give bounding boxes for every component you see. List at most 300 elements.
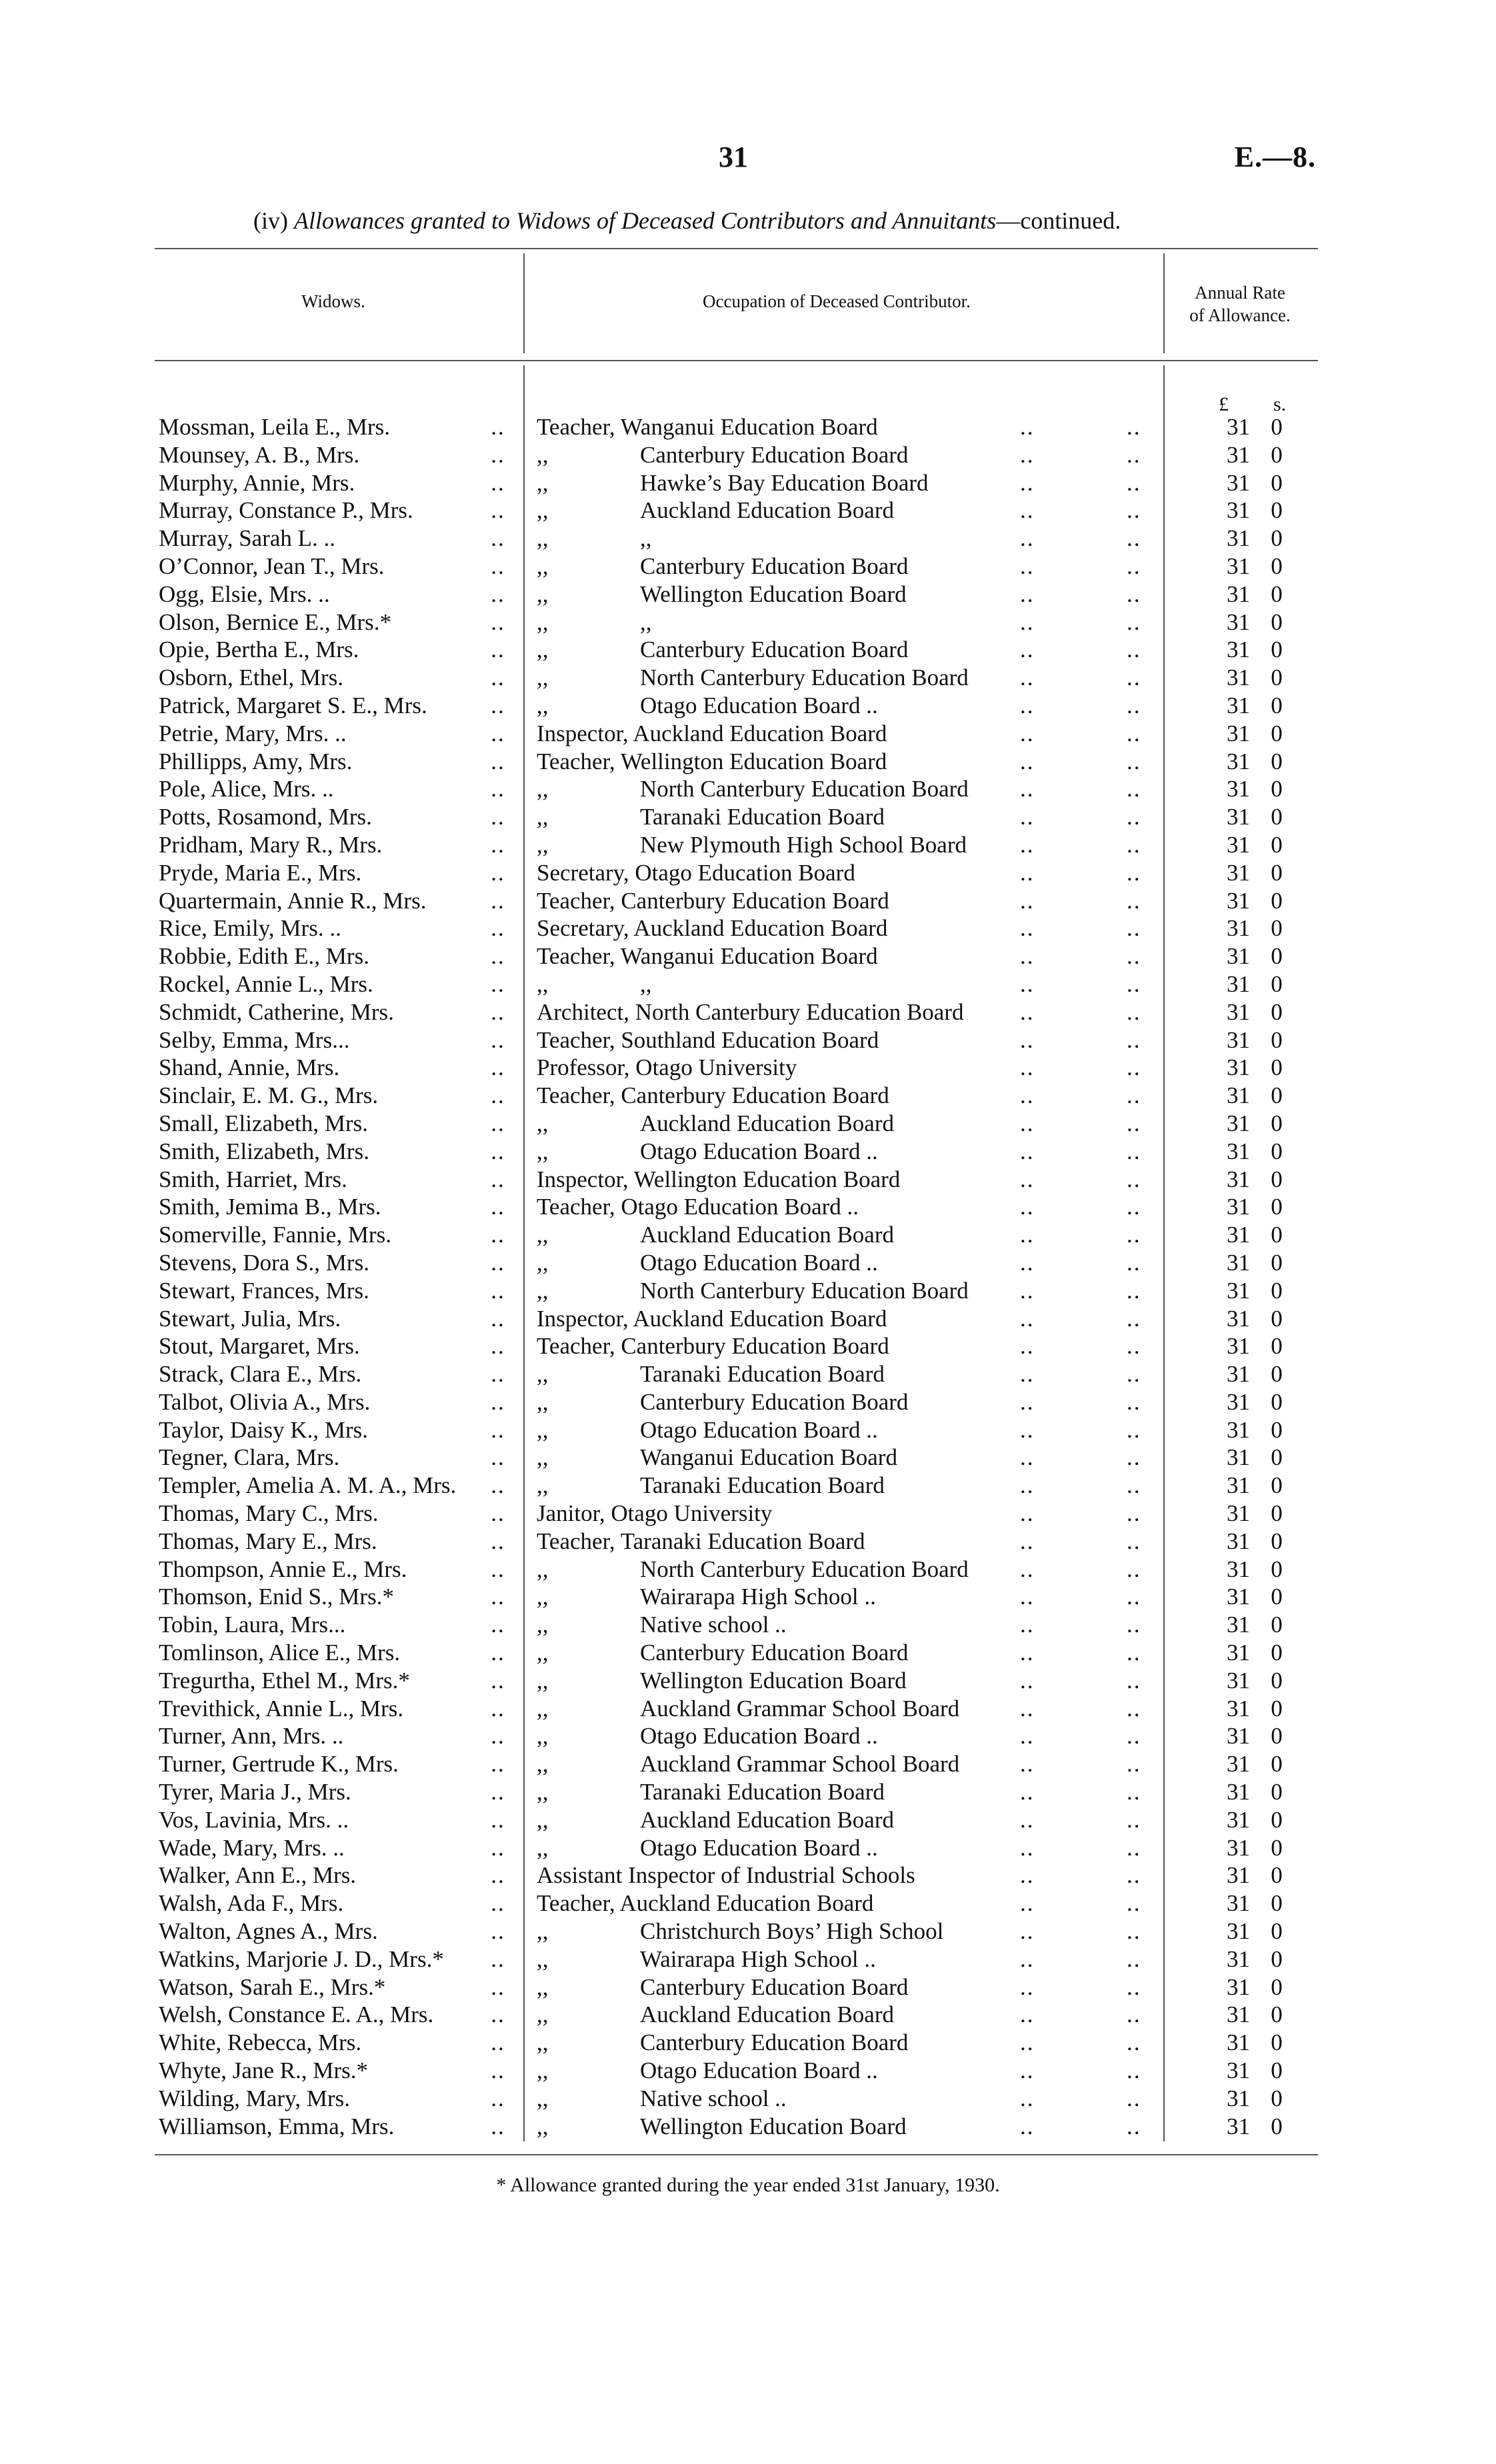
occupation: ,,: [537, 831, 549, 858]
allowance-pounds: 31: [1227, 2057, 1250, 2084]
table-row: [0, 1695, 1496, 1723]
allowance-shillings: 0: [1271, 1695, 1283, 1722]
leader-dots: ..: [1020, 1695, 1035, 1722]
leader-dots: ..: [1127, 1918, 1141, 1945]
occupation: ,,: [537, 970, 549, 997]
leader-dots: ..: [1127, 636, 1141, 663]
allowance-shillings: 0: [1271, 970, 1283, 997]
widow-name: Williamson, Emma, Mrs.: [159, 2113, 395, 2139]
widow-name: Turner, Gertrude K., Mrs.: [159, 1751, 399, 1778]
leader-dots: ..: [1020, 1138, 1035, 1164]
widow-name: Osborn, Ethel, Mrs.: [159, 664, 344, 691]
allowance-pounds: 31: [1227, 469, 1250, 496]
leader-dots: ..: [1020, 859, 1035, 886]
leader-dots: ..: [1020, 581, 1035, 607]
leader-dots: ..: [1127, 497, 1141, 524]
column-header-widows: Widows.: [301, 291, 365, 311]
board-name: Canterbury Education Board: [640, 636, 909, 663]
allowance-pounds: 31: [1227, 1082, 1250, 1109]
leader-dots: ..: [491, 943, 505, 970]
leader-dots: ..: [1020, 1890, 1035, 1917]
leader-dots: ..: [491, 1640, 505, 1666]
allowance-pounds: 31: [1227, 1333, 1250, 1360]
allowance-pounds: 31: [1227, 2113, 1250, 2139]
table-row: [0, 1110, 1496, 1138]
leader-dots: ..: [491, 1026, 505, 1053]
leader-dots: ..: [1127, 1612, 1141, 1638]
occupation: ,,: [537, 1388, 549, 1415]
leader-dots: ..: [491, 804, 505, 830]
allowance-pounds: 31: [1227, 887, 1250, 914]
leader-dots: ..: [1127, 1194, 1141, 1220]
leader-dots: ..: [1020, 1361, 1035, 1388]
column-header-occupation: Occupation of Deceased Contributor.: [703, 291, 971, 311]
occupation: Inspector, Auckland Education Board: [537, 1305, 887, 1332]
allowance-pounds: 31: [1227, 1890, 1250, 1917]
leader-dots: ..: [491, 1277, 505, 1304]
allowance-shillings: 0: [1271, 998, 1283, 1025]
board-name: North Canterbury Education Board: [640, 664, 969, 691]
allowance-pounds: 31: [1227, 1388, 1250, 1415]
leader-dots: ..: [1127, 609, 1141, 635]
widow-name: Phillipps, Amy, Mrs.: [159, 748, 353, 774]
occupation: ,,: [537, 469, 549, 496]
allowance-shillings: 0: [1271, 804, 1283, 830]
occupation: ,,: [537, 1918, 549, 1945]
widow-name: White, Rebecca, Mrs.: [159, 2029, 362, 2056]
leader-dots: ..: [1020, 720, 1035, 746]
allowance-shillings: 0: [1271, 2001, 1283, 2028]
leader-dots: ..: [491, 1138, 505, 1164]
table-row: [0, 1861, 1496, 1889]
table-row: [0, 441, 1496, 469]
occupation: Inspector, Auckland Education Board: [537, 720, 887, 746]
section-prefix: (iv): [253, 207, 288, 234]
allowance-pounds: 31: [1227, 1918, 1250, 1945]
widow-name: Somerville, Fannie, Mrs.: [159, 1222, 391, 1248]
table-row: [0, 1444, 1496, 1472]
board-name: Canterbury Education Board: [640, 553, 909, 579]
leader-dots: ..: [491, 970, 505, 997]
table-bottom-rule: [155, 2154, 1318, 2155]
column-divider-1: [523, 253, 525, 353]
widow-name: Welsh, Constance E. A., Mrs.: [159, 2001, 434, 2028]
leader-dots: ..: [1127, 1416, 1141, 1443]
occupation: Teacher, Auckland Education Board: [537, 1890, 874, 1917]
widow-name: Walker, Ann E., Mrs.: [159, 1862, 357, 1889]
occupation: Teacher, Otago Education Board ..: [537, 1194, 859, 1220]
leader-dots: ..: [1127, 1222, 1141, 1248]
allowance-pounds: 31: [1227, 915, 1250, 942]
occupation: ,,: [537, 497, 549, 524]
occupation: Teacher, Wanganui Education Board: [537, 943, 878, 970]
allowance-shillings: 0: [1271, 915, 1283, 942]
leader-dots: ..: [491, 1528, 505, 1554]
leader-dots: ..: [1127, 2057, 1141, 2084]
leader-dots: ..: [1020, 525, 1035, 552]
allowance-pounds: 31: [1227, 664, 1250, 691]
table-row: [0, 1277, 1496, 1305]
leader-dots: ..: [491, 1082, 505, 1109]
allowance-shillings: 0: [1271, 943, 1283, 970]
leader-dots: ..: [491, 1444, 505, 1471]
allowance-pounds: 31: [1227, 609, 1250, 635]
board-name: Canterbury Education Board: [640, 1973, 909, 2000]
occupation: Secretary, Otago Education Board: [537, 859, 855, 886]
allowance-shillings: 0: [1271, 1973, 1283, 2000]
leader-dots: ..: [491, 1222, 505, 1248]
table-row: [0, 1639, 1496, 1667]
table-row: [0, 998, 1496, 1026]
leader-dots: ..: [1020, 1333, 1035, 1360]
leader-dots: ..: [1020, 887, 1035, 914]
allowance-shillings: 0: [1271, 2057, 1283, 2084]
allowance-shillings: 0: [1271, 1556, 1283, 1582]
leader-dots: ..: [491, 1333, 505, 1360]
leader-dots: ..: [1020, 1723, 1035, 1750]
allowance-pounds: 31: [1227, 1779, 1250, 1806]
occupation: ,,: [537, 1556, 549, 1582]
leader-dots: ..: [1020, 1054, 1035, 1081]
allowance-shillings: 0: [1271, 1779, 1283, 1806]
allowance-shillings: 0: [1271, 1277, 1283, 1304]
leader-dots: ..: [1127, 581, 1141, 607]
board-name: Wanganui Education Board: [640, 1444, 897, 1471]
leader-dots: ..: [491, 776, 505, 802]
leader-dots: ..: [1127, 1138, 1141, 1164]
widow-name: Thompson, Annie E., Mrs.: [159, 1556, 407, 1582]
leader-dots: ..: [491, 1500, 505, 1527]
allowance-shillings: 0: [1271, 1222, 1283, 1248]
leader-dots: ..: [1127, 1110, 1141, 1136]
allowance-shillings: 0: [1271, 1361, 1283, 1388]
widow-name: Tyrer, Maria J., Mrs.: [159, 1779, 351, 1806]
allowance-shillings: 0: [1271, 2029, 1283, 2056]
leader-dots: ..: [1127, 1472, 1141, 1499]
page-number: 31: [719, 141, 748, 173]
occupation: ,,: [537, 1779, 549, 1806]
leader-dots: ..: [1020, 1918, 1035, 1945]
allowance-shillings: 0: [1271, 1500, 1283, 1527]
table-row: [0, 636, 1496, 664]
leader-dots: ..: [491, 2085, 505, 2111]
leader-dots: ..: [1020, 2001, 1035, 2028]
allowance-pounds: 31: [1227, 441, 1250, 468]
allowance-pounds: 31: [1227, 2085, 1250, 2111]
board-name: Auckland Grammar School Board: [640, 1695, 960, 1722]
board-name: Wairarapa High School ..: [640, 1584, 876, 1610]
occupation: ,,: [537, 664, 549, 691]
section-suffix: —continued.: [996, 207, 1121, 234]
allowance-shillings: 0: [1271, 1667, 1283, 1694]
leader-dots: ..: [1127, 414, 1141, 440]
occupation: ,,: [537, 2057, 549, 2084]
table-row: [0, 1082, 1496, 1110]
leader-dots: ..: [1127, 1723, 1141, 1750]
leader-dots: ..: [1127, 1556, 1141, 1582]
leader-dots: ..: [491, 1472, 505, 1499]
table-row: [0, 1221, 1496, 1249]
occupation: Teacher, Taranaki Education Board: [537, 1528, 865, 1554]
table-row: [0, 942, 1496, 970]
board-name: Otago Education Board ..: [640, 1834, 878, 1861]
leader-dots: ..: [1020, 1388, 1035, 1415]
leader-dots: ..: [491, 553, 505, 579]
leader-dots: ..: [491, 1862, 505, 1889]
leader-dots: ..: [1127, 1667, 1141, 1694]
allowance-shillings: 0: [1271, 1444, 1283, 1471]
occupation: ,,: [537, 1723, 549, 1750]
leader-dots: ..: [1020, 1556, 1035, 1582]
leader-dots: ..: [1127, 1249, 1141, 1276]
table-row: [0, 1193, 1496, 1221]
leader-dots: ..: [1020, 2029, 1035, 2056]
table-row: [0, 497, 1496, 525]
allowance-pounds: 31: [1227, 1695, 1250, 1722]
occupation: ,,: [537, 804, 549, 830]
board-name: Otago Education Board ..: [640, 1249, 878, 1276]
board-name: Taranaki Education Board: [640, 1779, 885, 1806]
allowance-shillings: 0: [1271, 1333, 1283, 1360]
leader-dots: ..: [1127, 1361, 1141, 1388]
leader-dots: ..: [491, 859, 505, 886]
leader-dots: ..: [1127, 748, 1141, 774]
widow-name: Sinclair, E. M. G., Mrs.: [159, 1082, 379, 1109]
allowance-pounds: 31: [1227, 776, 1250, 802]
table-row: [0, 525, 1496, 553]
widow-name: Shand, Annie, Mrs.: [159, 1054, 340, 1081]
widow-name: Quartermain, Annie R., Mrs.: [159, 887, 427, 914]
leader-dots: ..: [1020, 1110, 1035, 1136]
widow-name: Stewart, Julia, Mrs.: [159, 1305, 341, 1332]
leader-dots: ..: [491, 998, 505, 1025]
leader-dots: ..: [491, 915, 505, 942]
board-name: Otago Education Board ..: [640, 1416, 878, 1443]
leader-dots: ..: [1020, 1249, 1035, 1276]
leader-dots: ..: [491, 1194, 505, 1220]
table-row: [0, 720, 1496, 748]
leader-dots: ..: [491, 1806, 505, 1833]
table-row: [0, 2057, 1496, 2085]
occupation: ,,: [537, 1584, 549, 1610]
widow-name: Smith, Elizabeth, Mrs.: [159, 1138, 369, 1164]
allowance-shillings: 0: [1271, 1110, 1283, 1136]
widow-name: Taylor, Daisy K., Mrs.: [159, 1416, 369, 1443]
allowance-pounds: 31: [1227, 1834, 1250, 1861]
widow-name: Strack, Clara E., Mrs.: [159, 1361, 362, 1388]
leader-dots: ..: [491, 497, 505, 524]
board-name: Christchurch Boys’ High School: [640, 1918, 944, 1945]
allowance-pounds: 31: [1227, 1166, 1250, 1192]
widow-name: Walton, Agnes A., Mrs.: [159, 1918, 378, 1945]
allowance-shillings: 0: [1271, 414, 1283, 440]
widow-name: Mossman, Leila E., Mrs.: [159, 414, 391, 440]
leader-dots: ..: [491, 1890, 505, 1917]
table-row: [0, 1416, 1496, 1444]
leader-dots: ..: [491, 1973, 505, 2000]
board-name: Otago Education Board ..: [640, 1138, 878, 1164]
leader-dots: ..: [491, 1695, 505, 1722]
widow-name: Tomlinson, Alice E., Mrs.: [159, 1640, 401, 1666]
widow-name: Watkins, Marjorie J. D., Mrs.*: [159, 1945, 444, 1972]
allowance-pounds: 31: [1227, 1612, 1250, 1638]
leader-dots: ..: [491, 1584, 505, 1610]
leader-dots: ..: [1127, 1834, 1141, 1861]
leader-dots: ..: [491, 1779, 505, 1806]
allowance-pounds: 31: [1227, 998, 1250, 1025]
leader-dots: ..: [1127, 553, 1141, 579]
board-name: Taranaki Education Board: [640, 1472, 885, 1499]
allowance-pounds: 31: [1227, 581, 1250, 607]
leader-dots: ..: [1127, 2113, 1141, 2139]
allowance-pounds: 31: [1227, 1500, 1250, 1527]
leader-dots: ..: [1127, 859, 1141, 886]
table-row: [0, 664, 1496, 692]
leader-dots: ..: [491, 1110, 505, 1136]
widow-name: Stevens, Dora S., Mrs.: [159, 1249, 369, 1276]
leader-dots: ..: [491, 1612, 505, 1638]
header-bottom-rule: [155, 360, 1318, 361]
allowance-shillings: 0: [1271, 1918, 1283, 1945]
occupation: ,,: [537, 1667, 549, 1694]
widow-name: Stout, Margaret, Mrs.: [159, 1333, 360, 1360]
widow-name: Smith, Jemima B., Mrs.: [159, 1194, 381, 1220]
allowance-shillings: 0: [1271, 1890, 1283, 1917]
allowance-shillings: 0: [1271, 1388, 1283, 1415]
allowance-shillings: 0: [1271, 1751, 1283, 1778]
leader-dots: ..: [1127, 1054, 1141, 1081]
widow-name: Murphy, Annie, Mrs.: [159, 469, 355, 496]
allowance-pounds: 31: [1227, 1973, 1250, 2000]
occupation: ,,: [537, 2001, 549, 2028]
occupation: ,,: [537, 1277, 549, 1304]
widow-name: Rice, Emily, Mrs. ..: [159, 915, 341, 942]
table-row: [0, 1973, 1496, 2001]
widow-name: Thomas, Mary C., Mrs.: [159, 1500, 379, 1527]
allowance-pounds: 31: [1227, 831, 1250, 858]
board-name: Wellington Education Board: [640, 2113, 907, 2139]
table-row: [0, 2001, 1496, 2029]
allowance-pounds: 31: [1227, 1110, 1250, 1136]
leader-dots: ..: [1020, 2057, 1035, 2084]
widow-name: Thomson, Enid S., Mrs.*: [159, 1584, 394, 1610]
widow-name: Turner, Ann, Mrs. ..: [159, 1723, 344, 1750]
leader-dots: ..: [491, 1166, 505, 1192]
leader-dots: ..: [1020, 1472, 1035, 1499]
allowance-shillings: 0: [1271, 469, 1283, 496]
table-row: [0, 1750, 1496, 1778]
leader-dots: ..: [1020, 1806, 1035, 1833]
leader-dots: ..: [1127, 1751, 1141, 1778]
table-row: [0, 748, 1496, 776]
section-heading: [253, 207, 1121, 235]
board-name: Taranaki Education Board: [640, 804, 885, 830]
rate-header-line1: Annual Rate: [1195, 283, 1285, 303]
leader-dots: ..: [491, 720, 505, 746]
leader-dots: ..: [1020, 831, 1035, 858]
table-row: [0, 1332, 1496, 1360]
board-name: Otago Education Board ..: [640, 2057, 878, 2084]
allowance-pounds: 31: [1227, 1723, 1250, 1750]
table-row: [0, 1945, 1496, 1973]
allowance-shillings: 0: [1271, 2113, 1283, 2139]
widow-name: Stewart, Frances, Mrs.: [159, 1277, 369, 1304]
occupation: ,,: [537, 525, 549, 552]
leader-dots: ..: [1020, 497, 1035, 524]
allowance-shillings: 0: [1271, 1249, 1283, 1276]
allowance-shillings: 0: [1271, 664, 1283, 691]
leader-dots: ..: [491, 887, 505, 914]
leader-dots: ..: [1127, 1945, 1141, 1972]
leader-dots: ..: [1020, 414, 1035, 440]
leader-dots: ..: [1127, 776, 1141, 802]
leader-dots: ..: [491, 441, 505, 468]
leader-dots: ..: [1127, 1026, 1141, 1053]
board-name: Auckland Education Board: [640, 1806, 895, 1833]
allowance-shillings: 0: [1271, 831, 1283, 858]
table-row: [0, 1583, 1496, 1611]
board-name: North Canterbury Education Board: [640, 776, 969, 802]
table-row: [0, 1722, 1496, 1750]
board-name: ,,: [640, 525, 652, 552]
leader-dots: ..: [1020, 1277, 1035, 1304]
leader-dots: ..: [1127, 664, 1141, 691]
rate-header-line2: of Allowance.: [1189, 305, 1291, 325]
occupation: ,,: [537, 1806, 549, 1833]
leader-dots: ..: [1127, 1779, 1141, 1806]
leader-dots: ..: [491, 664, 505, 691]
allowance-pounds: 31: [1227, 1416, 1250, 1443]
leader-dots: ..: [1127, 1862, 1141, 1889]
leader-dots: ..: [1020, 1416, 1035, 1443]
occupation: ,,: [537, 1416, 549, 1443]
leader-dots: ..: [1127, 2001, 1141, 2028]
leader-dots: ..: [1127, 441, 1141, 468]
widow-name: Walsh, Ada F., Mrs.: [159, 1890, 344, 1917]
table-top-rule: [155, 248, 1318, 249]
leader-dots: ..: [1020, 776, 1035, 802]
shilling-unit-label: s.: [1273, 393, 1287, 415]
leader-dots: ..: [1020, 1026, 1035, 1053]
leader-dots: ..: [491, 692, 505, 718]
occupation: Teacher, Canterbury Education Board: [537, 1082, 889, 1109]
leader-dots: ..: [1127, 1166, 1141, 1192]
table-row: [0, 803, 1496, 831]
allowance-pounds: 31: [1227, 1194, 1250, 1220]
allowance-shillings: 0: [1271, 497, 1283, 524]
allowance-shillings: 0: [1271, 720, 1283, 746]
leader-dots: ..: [491, 1918, 505, 1945]
occupation: Janitor, Otago University: [537, 1500, 773, 1527]
leader-dots: ..: [491, 1556, 505, 1582]
allowance-shillings: 0: [1271, 525, 1283, 552]
table-row: [0, 1889, 1496, 1917]
table-row: [0, 1360, 1496, 1388]
occupation: Teacher, Southland Education Board: [537, 1026, 879, 1053]
table-row: [0, 1778, 1496, 1806]
allowance-shillings: 0: [1271, 1138, 1283, 1164]
leader-dots: ..: [491, 2113, 505, 2139]
leader-dots: ..: [1127, 804, 1141, 830]
leader-dots: ..: [1127, 1695, 1141, 1722]
allowance-shillings: 0: [1271, 1416, 1283, 1443]
widow-name: Tobin, Laura, Mrs...: [159, 1612, 346, 1638]
leader-dots: ..: [1127, 1333, 1141, 1360]
leader-dots: ..: [1127, 469, 1141, 496]
leader-dots: ..: [1020, 1305, 1035, 1332]
column-header-rate: [1163, 281, 1317, 327]
allowance-pounds: 31: [1227, 1556, 1250, 1582]
